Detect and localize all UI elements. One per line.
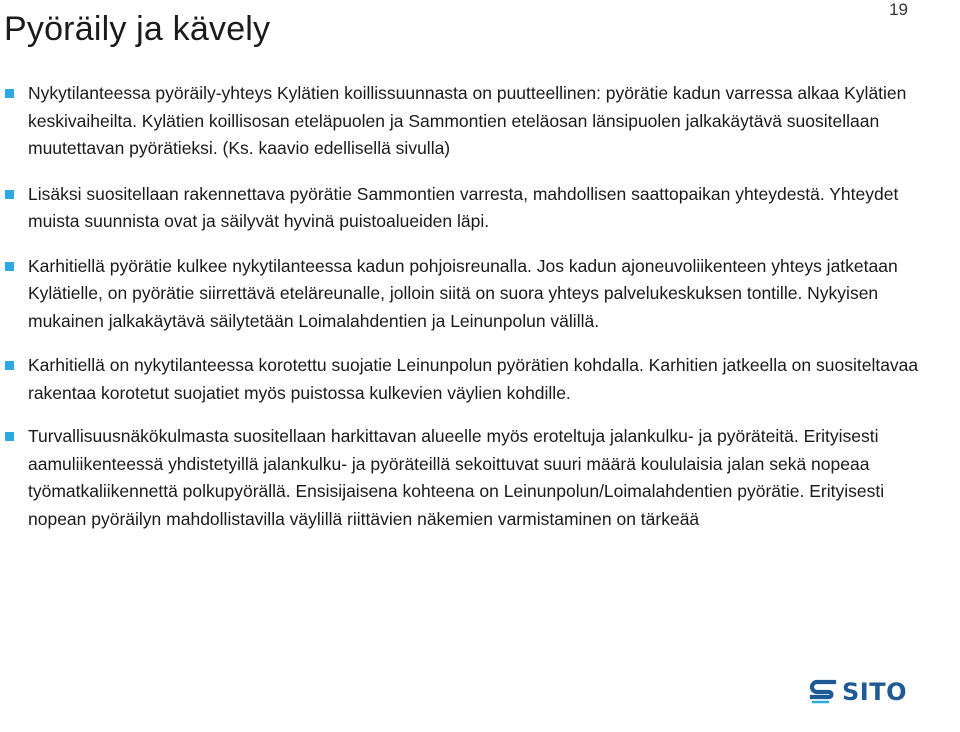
bullet-item bbox=[0, 423, 940, 533]
logo-wordmark: SITO bbox=[842, 678, 907, 706]
square-bullet-icon bbox=[5, 89, 14, 98]
bullet-text: Turvallisuusnäkökulmasta suositellaan harkittavan alueelle myös eroteltuja jalankulku- ja pyöräteitä. Erityisesti aamuliikenteessä yhdistetyillä jalankulku- ja pyöräteillä sekoittuvat suuri määrä koululaisia jalan sekä nopeaa työmatkaliikennettä polkupyörällä. Ensisijaisena kohteena on Leinunpolun/Loimalahdentien pyörätie. Erityisesti nopean pyöräilyn mahdollistavilla väylillä riittävien näkemien varmistaminen on tärkeää bbox=[28, 426, 885, 529]
bullet-item bbox=[0, 352, 940, 407]
sito-logo-icon bbox=[808, 679, 838, 705]
page-number: 19 bbox=[889, 0, 908, 19]
bullet-text: Karhitiellä on nykytilanteessa korotettu suojatie Leinunpolun pyörätien kohdalla. Karhitien jatkeella on suositeltavaa rakentaa korotetut suojatiet myös puistossa kulkevien väylien kohdille. bbox=[28, 355, 919, 403]
bullet-list bbox=[0, 80, 940, 533]
bullet-item bbox=[0, 181, 940, 236]
bullet-text: Lisäksi suositellaan rakennettava pyörätie Sammontien varresta, mahdollisen saattopaikan yhteydestä. Yhteydet muista suunnista ovat ja säilyvät hyvinä puistoalueiden läpi. bbox=[28, 183, 899, 231]
bullet-text: Nykytilanteessa pyöräily-yhteys Kylätien koillissuunnasta on puutteellinen: pyörätie kadun varressa alkaa Kylätien keskivaiheilta. Kylätien koillisosan eteläpuolen ja Sammontien eteläosan länsipuolen jalkakäytävä suositellaan muutettavan pyörätieksi. (Ks. kaavio edellisellä sivulla) bbox=[28, 83, 907, 158]
bullet-text: Karhitiellä pyörätie kulkee nykytilanteessa kadun pohjoisreunalla. Jos kadun ajoneuvoliikenteen yhteys jatketaan Kylätielle, on pyörätie siirrettävä eteläreunalle, jolloin siitä on suora yhteys palvelukeskuksen tontille. Nykyisen mukainen jalkakäytävä säilytetään Loimalahdentien ja Leinunpolun välillä. bbox=[28, 255, 898, 331]
sito-logo bbox=[808, 678, 907, 706]
square-bullet-icon bbox=[5, 361, 14, 370]
slide-title: Pyöräily ja kävely bbox=[4, 10, 271, 48]
square-bullet-icon bbox=[5, 190, 14, 199]
square-bullet-icon bbox=[5, 262, 14, 271]
bullet-item bbox=[0, 253, 940, 336]
square-bullet-icon bbox=[5, 432, 14, 441]
bullet-item bbox=[0, 80, 940, 163]
